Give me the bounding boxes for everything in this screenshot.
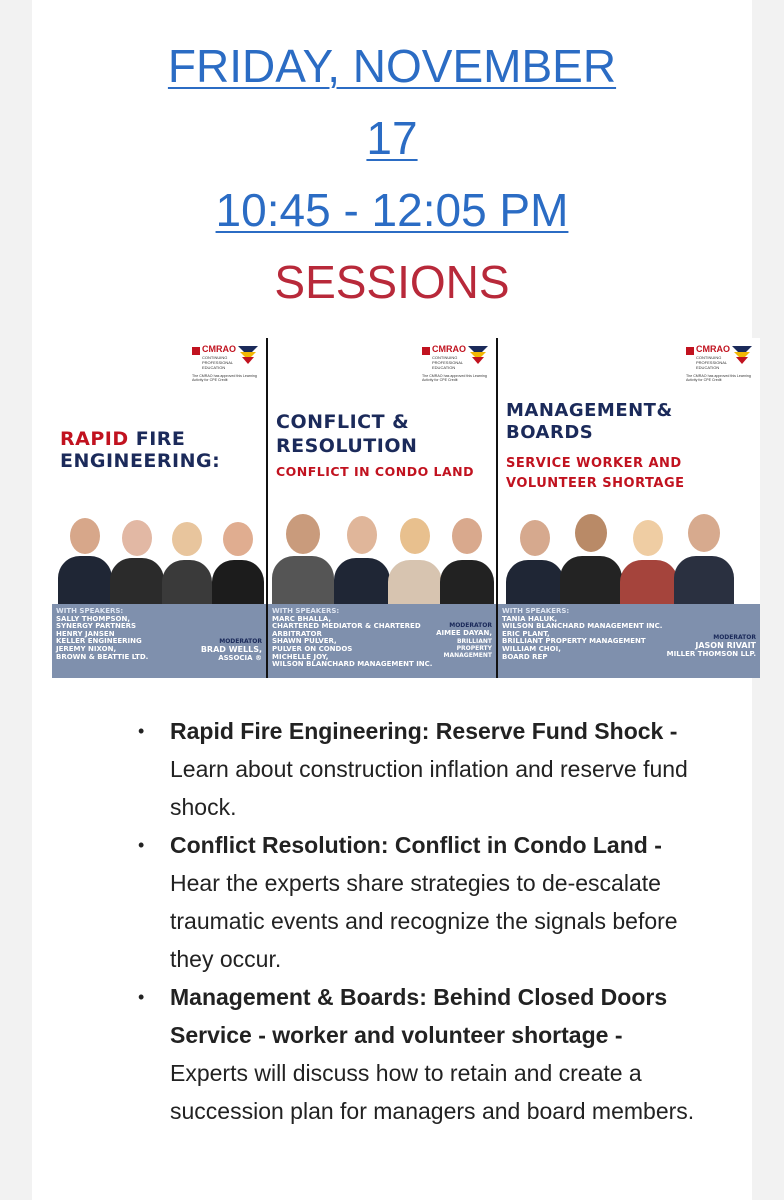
speaker-photos xyxy=(52,514,266,604)
list-item: • Rapid Fire Engineering: Reserve Fund Shock - Learn about construction inflation and reserve fund shock. xyxy=(138,712,698,826)
chevron-logo-icon xyxy=(468,346,488,364)
cmrao-flag-icon xyxy=(686,347,694,355)
list-item: • Management & Boards: Behind Closed Doors Service - worker and volunteer shortage - Experts will discuss how to retain and create a succession plan for managers and board members. xyxy=(138,978,698,1130)
session-list xyxy=(138,712,698,1130)
banner-subtitle: SERVICE WORKER AND VOLUNTEER SHORTAGE xyxy=(506,456,685,491)
cmrao-logo: CMRAO CONTINUING PROFESSIONAL EDUCATION The CMRAO has approved this Learning Activity for CPE Credit xyxy=(686,344,751,382)
sessions-heading: SESSIONS xyxy=(274,256,510,308)
date-link-line2[interactable]: 17 xyxy=(366,112,418,164)
moderator: MODERATOR BRAD WELLS, ASSOCIA ® xyxy=(200,638,262,662)
banner-subtitle: CONFLICT IN CONDO LAND xyxy=(276,464,475,479)
speaker-photos xyxy=(268,514,496,604)
banner-title: RAPID FIRE ENGINEERING: xyxy=(60,428,221,472)
speakers-band xyxy=(52,604,266,678)
session-banner-rapid-fire[interactable] xyxy=(52,338,266,678)
date-link-line1[interactable]: FRIDAY, NOVEMBER xyxy=(167,40,617,92)
banner-title: CONFLICT & RESOLUTION xyxy=(276,411,418,457)
cmrao-flag-icon xyxy=(192,347,200,355)
moderator: MODERATOR JASON RIVAIT MILLER THOMSON LLP. xyxy=(666,634,756,658)
time-link[interactable]: 10:45 - 12:05 PM xyxy=(215,184,569,236)
speaker-list: WITH SPEAKERS: SALLY THOMPSON, SYNERGY PARTNERS HENRY JANSEN KELLER ENGINEERING JEREMY NIXON, BROWN & BEATTIE LTD. xyxy=(56,607,149,661)
moderator: MODERATOR AIMEE DAYAN, BRILLIANT PROPERTY MANAGEMENT xyxy=(436,622,492,659)
list-item: • Conflict Resolution: Conflict in Condo Land - Hear the experts share strategies to de-escalate traumatic events and recognize the signals before they occur. xyxy=(138,826,698,978)
speaker-list: WITH SPEAKERS: MARC BHALLA, CHARTERED MEDIATOR & CHARTERED ARBITRATOR SHAWN PULVER, PULVER ON CONDOS MICHELLE JOY, WILSON BLANCHARD MANAGEMENT INC. xyxy=(272,607,433,669)
cmrao-logo: CMRAO CONTINUING PROFESSIONAL EDUCATION The CMRAO has approved this Learning Activity for CPE Credit xyxy=(192,344,257,382)
speaker-photos xyxy=(498,514,760,604)
session-banner-management[interactable] xyxy=(498,338,760,678)
cmrao-flag-icon xyxy=(422,347,430,355)
session-banner-conflict[interactable] xyxy=(268,338,496,678)
speakers-band xyxy=(498,604,760,678)
chevron-logo-icon xyxy=(732,346,752,364)
cmrao-logo: CMRAO CONTINUING PROFESSIONAL EDUCATION The CMRAO has approved this Learning Activity for CPE Credit xyxy=(422,344,487,382)
banner-title: MANAGEMENT& BOARDS xyxy=(506,400,673,443)
speaker-list: WITH SPEAKERS: TANIA HALUK, WILSON BLANCHARD MANAGEMENT INC. ERIC PLANT, BRILLIANT PROPERTY MANAGEMENT WILLIAM CHOI, BOARD REP xyxy=(502,607,663,661)
speakers-band xyxy=(268,604,496,678)
chevron-logo-icon xyxy=(238,346,258,364)
